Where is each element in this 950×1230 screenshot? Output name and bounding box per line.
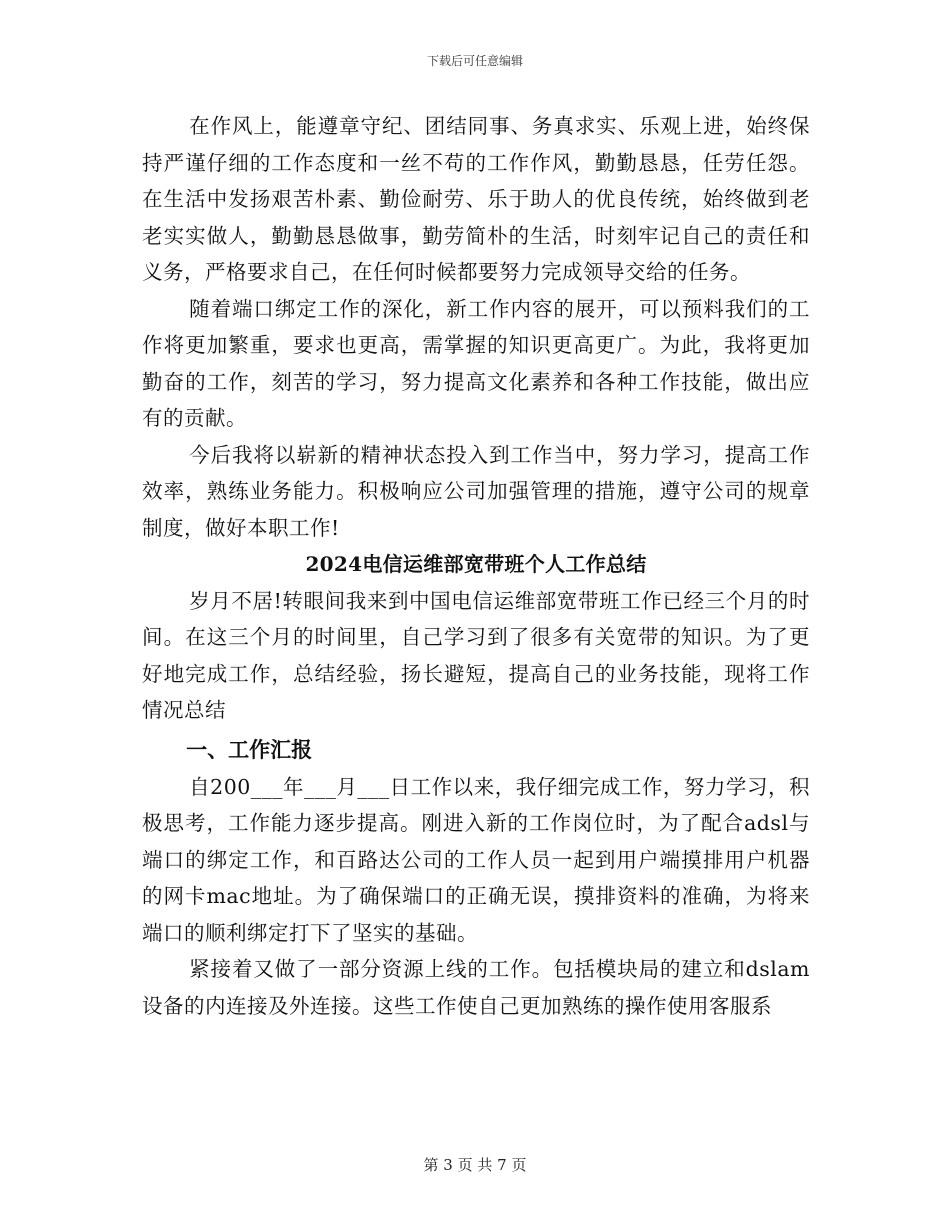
paragraph-work-style: 在作风上，能遵章守纪、团结同事、务真求实、乐观上进，始终保持严谨仔细的工作态度和一丝不苟的工作作风，勤勤恳恳，任劳任怨。在生活中发扬艰苦朴素、勤俭耐劳、乐于助人的优良传统，始终做到老老实实做人，勤勤恳恳做事，勤劳简朴的生活，时刻牢记自己的责任和义务，严格要求自己，在任何时候都要努力完成领导交给的任务。 (142, 114, 810, 284)
page-header (0, 53, 950, 69)
paragraph-future-plan: 今后我将以崭新的精神状态投入到工作当中，努力学习，提高工作效率，熟练业务能力。积极响应公司加强管理的措施，遵守公司的规章制度，做好本职工作! (142, 442, 810, 540)
header-note: 下载后可任意编辑 (426, 54, 523, 68)
page-number: 第 3 页 共 7 页 (423, 1156, 527, 1174)
paragraph-intro: 岁月不居!转眼间我来到中国电信运维部宽带班工作已经三个月的时间。在这三个月的时间里，自己学习到了很多有关宽带的知识。为了更好地完成工作，总结经验，扬长避短，提高自己的业务技能，现将工作情况总结 (142, 588, 810, 722)
section-heading-work-report: 一、工作汇报 (186, 736, 313, 762)
page-footer (0, 1155, 950, 1175)
document-title: 2024电信运维部宽带班个人工作总结 (305, 552, 647, 576)
paragraph-port-binding: 随着端口绑定工作的深化，新工作内容的展开，可以预料我们的工作将更加繁重，要求也更高，需掌握的知识更高更广。为此，我将更加勤奋的工作，刻苦的学习，努力提高文化素养和各种工作技能，做出应有的贡献。 (142, 296, 810, 430)
paragraph-work-report-2: 紧接着又做了一部分资源上线的工作。包括模块局的建立和dslam设备的内连接及外连接。这些工作使自己更加熟练的操作使用客服系 (142, 957, 810, 1018)
document-body (142, 108, 810, 1024)
paragraph-work-report-1: 自200___年___月___日工作以来，我仔细完成工作，努力学习，积极思考，工作能力逐步提高。刚进入新的工作岗位时，为了配合adsl与端口的绑定工作，和百路达公司的工作人员一起到用户端摸排用户机器的网卡mac地址。为了确保端口的正确无误，摸排资料的准确，为将来端口的顺利绑定打下了坚实的基础。 (142, 774, 810, 945)
